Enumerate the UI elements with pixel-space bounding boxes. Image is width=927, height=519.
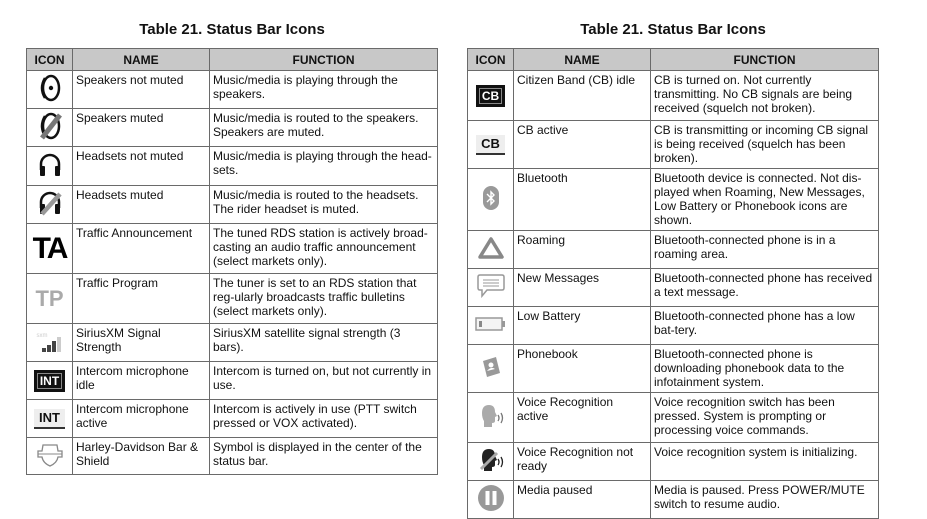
table-row [27,224,438,274]
row-name: Speakers not muted [73,71,210,109]
row-name: Intercom microphone active [73,400,210,438]
row-name: Low Battery [514,307,651,345]
roaming-icon [477,236,505,263]
table-row [27,147,438,186]
headset-icon [38,152,62,181]
table-row [27,438,438,475]
sxm-label: sxm [36,332,48,339]
row-function: Voice recognition switch has been pressed. System is prompting or processing voice commands. [651,393,879,443]
row-name: New Messages [514,269,651,307]
bar-shield-icon [37,443,63,470]
row-name: Bluetooth [514,169,651,231]
signal-strength-icon [37,333,63,353]
table [467,48,879,519]
traffic-announcement-icon: TA [32,231,67,265]
bluetooth-icon [483,186,499,213]
table-row [27,400,438,438]
row-name: Speakers muted [73,109,210,147]
row-function: Intercom is turned on, but not currently in use. [210,362,438,400]
row-name: Headsets not muted [73,147,210,186]
header-icon: ICON [468,49,514,71]
speaker-muted-icon [38,112,62,143]
row-function: Symbol is displayed in the center of the status bar. [210,438,438,475]
table-title: Table 21. Status Bar Icons [580,21,766,38]
intercom-active-icon: INT [34,409,65,429]
row-name: Media paused [514,481,651,519]
row-function: Music/media is playing through the speakers. [210,71,438,109]
table-row [27,109,438,147]
status-bar-icons-table-left [26,21,438,475]
voice-recognition-not-ready-icon [478,447,504,476]
intercom-idle-icon: INT [34,370,65,392]
table [26,48,438,475]
status-bar-icons-table-right [467,21,879,519]
table-title: Table 21. Status Bar Icons [139,21,325,38]
table-row [27,71,438,109]
table-row [27,186,438,224]
row-function: Music/media is routed to the headsets. The rider headset is muted. [210,186,438,224]
phonebook-icon [479,355,503,382]
table-row [468,121,879,169]
voice-recognition-icon [478,403,504,432]
table-row [468,393,879,443]
row-name: CB active [514,121,651,169]
row-function: Music/media is playing through the head-sets. [210,147,438,186]
cb-active-icon: CB [476,135,505,155]
header-function: FUNCTION [210,49,438,71]
row-function: The tuned RDS station is actively broad-casting an audio traffic announcement (select markets only). [210,224,438,274]
table-row [27,324,438,362]
table-row [468,345,879,393]
table-row [27,362,438,400]
low-battery-icon [475,316,507,335]
row-function: Bluetooth-connected phone has a low bat-tery. [651,307,879,345]
row-function: SiriusXM satellite signal strength (3 bars). [210,324,438,362]
table-row [468,443,879,481]
table-row [468,71,879,121]
row-name: Intercom microphone idle [73,362,210,400]
headset-muted-icon [38,190,62,219]
traffic-program-icon: TP [35,285,64,311]
speaker-icon [38,74,62,105]
header-name: NAME [73,49,210,71]
table-header-row [27,49,438,71]
table-row [468,307,879,345]
table-row [27,274,438,324]
table-row [468,169,879,231]
message-icon [477,273,505,302]
row-name: Headsets muted [73,186,210,224]
row-name: Roaming [514,231,651,269]
media-paused-icon [477,484,505,515]
row-function: CB is transmitting or incoming CB signal is being received (squelch has been broken). [651,121,879,169]
row-name: Traffic Program [73,274,210,324]
row-name: Harley-Davidson Bar & Shield [73,438,210,475]
table-row [468,481,879,519]
row-name: Voice Recognition active [514,393,651,443]
row-function: Bluetooth-connected phone has received a text message. [651,269,879,307]
row-function: Bluetooth device is connected. Not dis-played when Roaming, New Messages, Low Battery or Phonebook icons are shown. [651,169,879,231]
row-function: Music/media is routed to the speakers. Speakers are muted. [210,109,438,147]
row-function: Intercom is actively in use (PTT switch pressed or VOX activated). [210,400,438,438]
row-name: Traffic Announcement [73,224,210,274]
row-function: Bluetooth-connected phone is in a roaming area. [651,231,879,269]
cb-idle-icon: CB [476,85,505,107]
row-name: Voice Recognition not ready [514,443,651,481]
row-function: CB is turned on. Not currently transmitting. No CB signals are being received (squelch not broken). [651,71,879,121]
header-name: NAME [514,49,651,71]
table-row [468,269,879,307]
row-name: Phonebook [514,345,651,393]
header-icon: ICON [27,49,73,71]
table-header-row [468,49,879,71]
table-row [468,231,879,269]
row-function: Voice recognition system is initializing. [651,443,879,481]
row-function: The tuner is set to an RDS station that reg-ularly broadcasts traffic bulletins (select markets only). [210,274,438,324]
row-name: SiriusXM Signal Strength [73,324,210,362]
header-function: FUNCTION [651,49,879,71]
row-name: Citizen Band (CB) idle [514,71,651,121]
row-function: Media is paused. Press POWER/MUTE switch to resume audio. [651,481,879,519]
row-function: Bluetooth-connected phone is downloading phonebook data to the infotainment system. [651,345,879,393]
